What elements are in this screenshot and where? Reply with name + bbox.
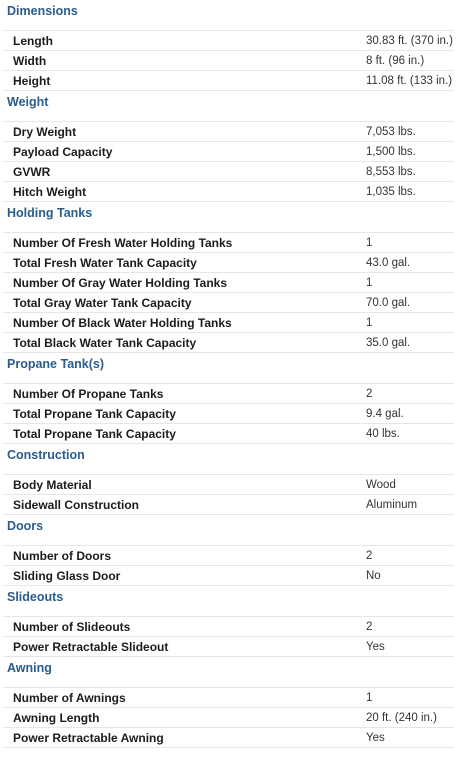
spec-value: 70.0 gal. (366, 296, 411, 309)
spec-value: Yes (366, 640, 385, 653)
spec-value: Wood (366, 478, 396, 491)
spec-label: Power Retractable Slideout (13, 639, 169, 654)
spec-row (3, 253, 454, 273)
spec-label: Height (13, 73, 51, 88)
spec-value: 1 (366, 691, 373, 704)
spec-label: Number of Doors (13, 548, 112, 563)
spec-value: 2 (366, 620, 373, 633)
spec-value: 1 (366, 276, 373, 289)
section-header: Doors (0, 515, 457, 537)
spec-value: 7,053 lbs. (366, 125, 416, 138)
spec-row (3, 687, 454, 708)
spec-row (3, 708, 454, 728)
spec-label: Sidewall Construction (13, 497, 140, 512)
spec-table (0, 232, 457, 353)
spec-label: Sliding Glass Door (13, 568, 121, 583)
section-header: Awning (0, 657, 457, 679)
spec-label: Power Retractable Awning (13, 730, 164, 745)
spec-value: 30.83 ft. (370 in.) (366, 34, 453, 47)
spec-row (3, 404, 454, 424)
spec-section (0, 91, 457, 202)
spec-label: Awning Length (13, 710, 100, 725)
spec-label: Total Black Water Tank Capacity (13, 335, 197, 350)
spec-label: Total Gray Water Tank Capacity (13, 295, 192, 310)
spec-section (0, 657, 457, 748)
spec-table (0, 30, 457, 91)
spec-row (3, 71, 454, 91)
spec-table (0, 383, 457, 444)
spec-row (3, 616, 454, 637)
spec-row (3, 333, 454, 353)
spec-section (0, 444, 457, 515)
spec-row (3, 121, 454, 142)
spec-label: Length (13, 33, 53, 48)
spec-value: 11.08 ft. (133 in.) (366, 74, 453, 87)
section-header: Holding Tanks (0, 202, 457, 224)
spec-label: Number Of Gray Water Holding Tanks (13, 275, 228, 290)
section-header: Propane Tank(s) (0, 353, 457, 375)
spec-value: No (366, 569, 381, 582)
spec-value: 2 (366, 387, 373, 400)
spec-row (3, 30, 454, 51)
spec-table (0, 474, 457, 515)
spec-label: Number of Awnings (13, 690, 126, 705)
section-header: Slideouts (0, 586, 457, 608)
spec-value: 8,553 lbs. (366, 165, 416, 178)
spec-row (3, 495, 454, 515)
spec-value: 1,035 lbs. (366, 185, 416, 198)
spec-label: Total Fresh Water Tank Capacity (13, 255, 197, 270)
spec-table (0, 616, 457, 657)
spec-row (3, 51, 454, 71)
spec-row (3, 273, 454, 293)
spec-section (0, 202, 457, 353)
spec-section (0, 0, 457, 91)
spec-row (3, 293, 454, 313)
spec-value: 8 ft. (96 in.) (366, 54, 425, 67)
spec-value: 35.0 gal. (366, 336, 411, 349)
spec-label: Payload Capacity (13, 144, 113, 159)
spec-value: 1,500 lbs. (366, 145, 416, 158)
spec-row (3, 182, 454, 202)
spec-row (3, 545, 454, 566)
spec-row (3, 566, 454, 586)
spec-section (0, 586, 457, 657)
spec-row (3, 424, 454, 444)
spec-label: Number Of Propane Tanks (13, 386, 164, 401)
section-header: Weight (0, 91, 457, 113)
spec-row (3, 728, 454, 748)
spec-label: Number Of Black Water Holding Tanks (13, 315, 232, 330)
spec-value: 1 (366, 236, 373, 249)
spec-row (3, 232, 454, 253)
spec-label: Hitch Weight (13, 184, 87, 199)
spec-row (3, 142, 454, 162)
spec-value: 2 (366, 549, 373, 562)
spec-label: Total Propane Tank Capacity (13, 426, 176, 441)
spec-label: Number Of Fresh Water Holding Tanks (13, 235, 233, 250)
spec-row (3, 313, 454, 333)
spec-row (3, 474, 454, 495)
spec-row (3, 383, 454, 404)
spec-value: 20 ft. (240 in.) (366, 711, 437, 724)
spec-section (0, 515, 457, 586)
spec-label: Body Material (13, 477, 92, 492)
spec-value: 40 lbs. (366, 427, 400, 440)
spec-row (3, 637, 454, 657)
spec-value: 1 (366, 316, 373, 329)
spec-section (0, 353, 457, 444)
spec-table (0, 687, 457, 748)
spec-value: Yes (366, 731, 385, 744)
spec-label: Number of Slideouts (13, 619, 131, 634)
spec-table (0, 545, 457, 586)
section-header: Construction (0, 444, 457, 466)
spec-value: 43.0 gal. (366, 256, 411, 269)
spec-label: GVWR (13, 164, 51, 179)
spec-value: Aluminum (366, 498, 418, 511)
spec-row (3, 162, 454, 182)
section-header: Dimensions (0, 0, 457, 22)
spec-value: 9.4 gal. (366, 407, 404, 420)
spec-table (0, 121, 457, 202)
spec-label: Width (13, 53, 47, 68)
spec-label: Dry Weight (13, 124, 77, 139)
spec-label: Total Propane Tank Capacity (13, 406, 176, 421)
